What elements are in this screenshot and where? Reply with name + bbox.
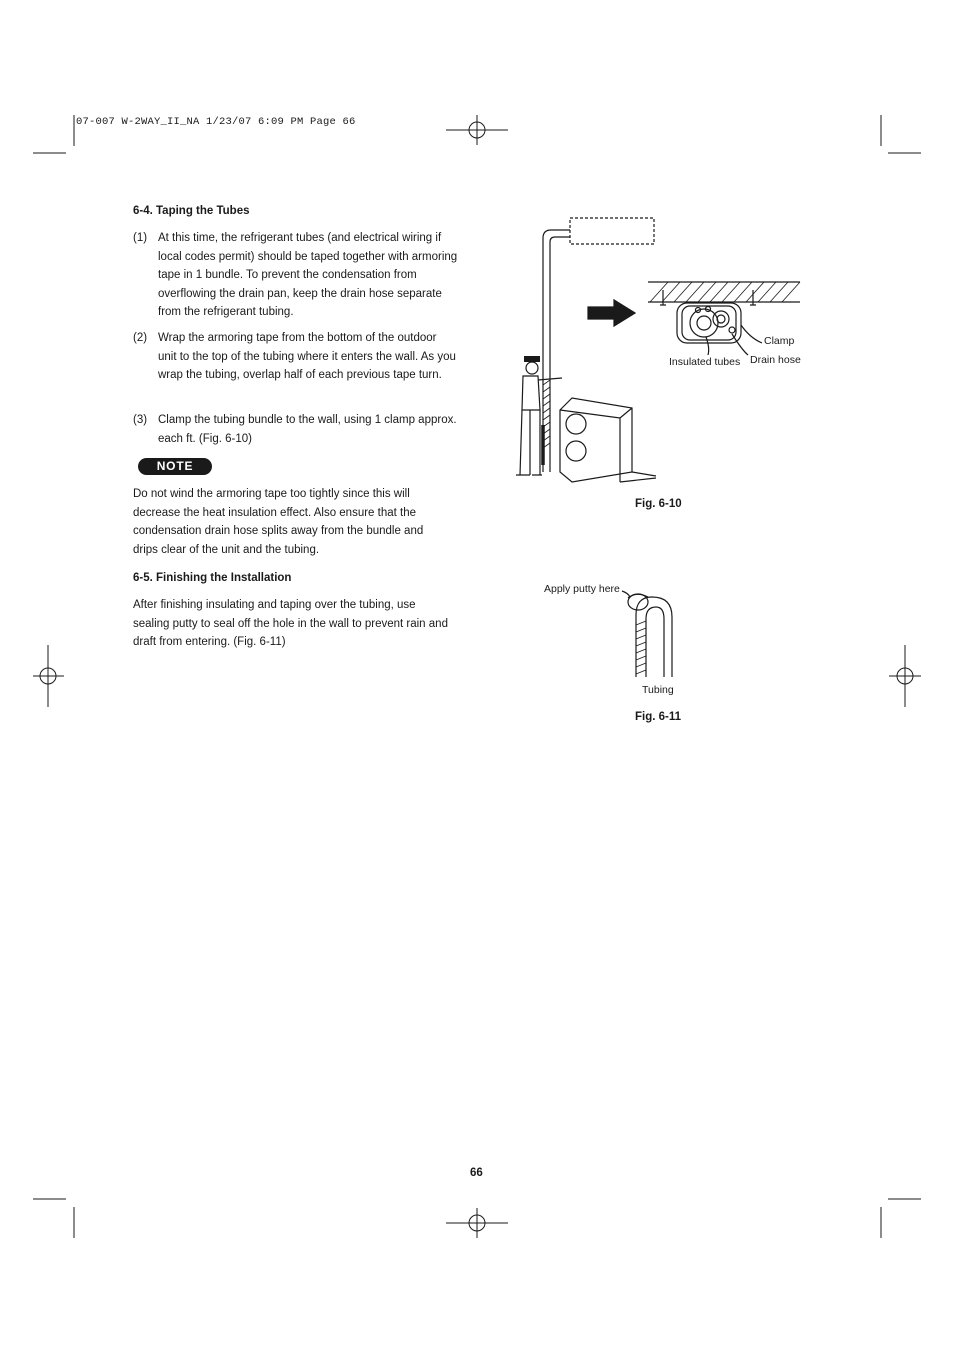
registration-mark-left [33, 645, 64, 707]
registration-mark-top [446, 115, 508, 145]
list-item-text: At this time, the refrigerant tubes (and electrical wiring if local codes permit) should be taped together with armoring tape in 1 bundle. To prevent the condensation from overflowing the drain pan, keep the drain hose separate from the refrigerant tubing. [158, 232, 458, 319]
label-drain-hose: Drain hose [750, 354, 801, 366]
label-insulated-tubes: Insulated tubes [669, 356, 741, 368]
printer-slug: 07-007 W-2WAY_II_NA 1/23/07 6:09 PM Page 66 [76, 116, 356, 128]
label-apply-putty: Apply putty here [544, 583, 620, 595]
note-text: Do not wind the armoring tape too tightly since this will decrease the heat insulation effect. Also ensure that the condensation drain hose splits away from the bundle and drips clear of the unit and the tubing. [133, 488, 424, 556]
list-item [133, 329, 463, 407]
section-heading-6-5: 6-5. Finishing the Installation [133, 572, 292, 584]
section-6-5-text: After finishing insulating and taping over the tubing, use sealing putty to seal off the hole in the wall to prevent rain and draft from entering. (Fig. 6-11) [133, 599, 448, 649]
figure-6-11-caption: Fig. 6-11 [635, 711, 682, 723]
registration-mark-right [889, 645, 921, 707]
list-item-number: (3) [133, 414, 148, 426]
label-tubing: Tubing [642, 684, 674, 696]
list-item [133, 411, 463, 451]
list-item-text: Wrap the armoring tape from the bottom of the outdoor unit to the top of the tubing where it enters the wall. As you wrap the tubing, overlap half of each previous tape turn. [158, 332, 456, 382]
figure-6-10-caption: Fig. 6-10 [635, 498, 682, 510]
list-item-text: Clamp the tubing bundle to the wall, using 1 clamp approx. each ft. (Fig. 6-10) [158, 414, 457, 445]
page-number: 66 [470, 1167, 483, 1179]
list-item-number: (2) [133, 332, 148, 344]
figure-6-11-illustration [600, 585, 690, 685]
list-item [133, 229, 463, 325]
section-heading-6-4: 6-4. Taping the Tubes [133, 205, 250, 217]
list-item-number: (1) [133, 232, 148, 244]
note-badge: NOTE [138, 458, 212, 475]
registration-mark-bottom [446, 1208, 508, 1238]
figure-6-10-illustration [510, 210, 820, 495]
label-clamp: Clamp [764, 335, 795, 347]
